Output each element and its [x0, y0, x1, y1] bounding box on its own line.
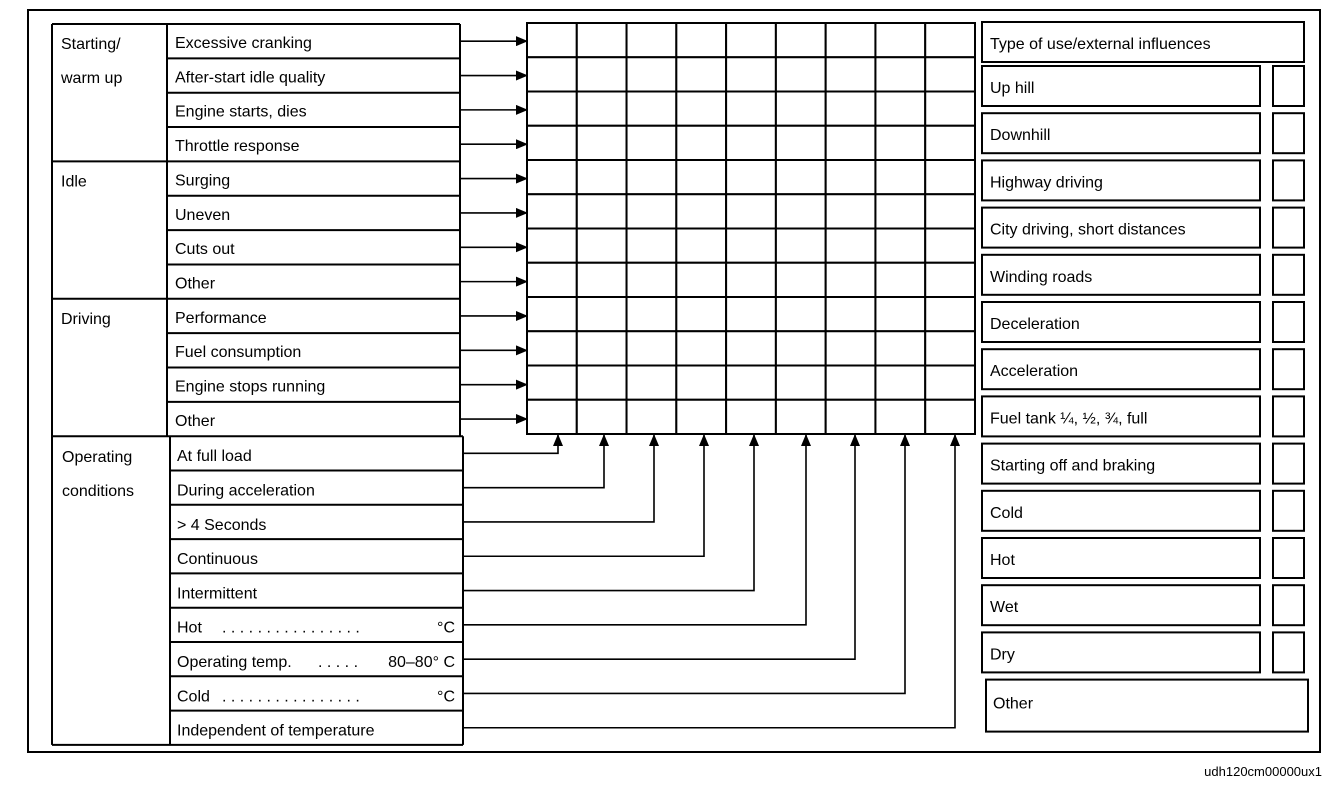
matrix-cell[interactable]: [527, 263, 577, 297]
influence-label: Hot: [990, 552, 1015, 569]
matrix-cell[interactable]: [577, 366, 627, 400]
matrix-cell[interactable]: [925, 331, 975, 365]
symptom-matrix: [527, 23, 975, 434]
matrix-cell[interactable]: [826, 194, 876, 228]
matrix-cell[interactable]: [826, 229, 876, 263]
condition-dots: . . . . . . . . . . . . . . . .: [222, 619, 360, 637]
matrix-cell[interactable]: [726, 57, 776, 91]
matrix-cell[interactable]: [577, 23, 627, 57]
matrix-cell[interactable]: [826, 126, 876, 160]
matrix-cell[interactable]: [925, 229, 975, 263]
matrix-cell[interactable]: [726, 92, 776, 126]
matrix-cell[interactable]: [676, 331, 726, 365]
matrix-cell[interactable]: [676, 366, 726, 400]
symptom-label: Excessive cranking: [175, 35, 312, 52]
influence-label: Acceleration: [990, 363, 1079, 381]
matrix-cell[interactable]: [676, 400, 726, 434]
influences-panel: [982, 22, 1308, 732]
matrix-cell[interactable]: [726, 331, 776, 365]
matrix-cell[interactable]: [627, 23, 677, 57]
matrix-cell[interactable]: [776, 194, 826, 228]
matrix-cell[interactable]: [925, 297, 975, 331]
matrix-cell[interactable]: [726, 263, 776, 297]
matrix-cell[interactable]: [577, 92, 627, 126]
group-label: Idle: [61, 173, 87, 191]
matrix-cell[interactable]: [826, 92, 876, 126]
matrix-cell[interactable]: [826, 23, 876, 57]
matrix-cell[interactable]: [577, 400, 627, 434]
matrix-cell[interactable]: [776, 160, 826, 194]
matrix-cell[interactable]: [627, 331, 677, 365]
matrix-cell[interactable]: [577, 160, 627, 194]
matrix-cell[interactable]: [577, 263, 627, 297]
matrix-cell[interactable]: [676, 229, 726, 263]
matrix-cell[interactable]: [776, 92, 826, 126]
operating-label: Operating: [62, 449, 133, 467]
matrix-cell[interactable]: [527, 92, 577, 126]
symptom-label: Throttle response: [175, 138, 300, 156]
matrix-cell[interactable]: [676, 23, 726, 57]
matrix-cell[interactable]: [726, 23, 776, 57]
matrix-cell[interactable]: [875, 400, 925, 434]
influence-label-box: [982, 491, 1260, 531]
influence-label-box: [982, 538, 1260, 578]
condition-arrow: [463, 435, 604, 488]
matrix-cell[interactable]: [776, 331, 826, 365]
condition-unit: °C: [437, 619, 455, 637]
matrix-cell[interactable]: [627, 126, 677, 160]
matrix-cell[interactable]: [875, 229, 925, 263]
matrix-cell[interactable]: [875, 297, 925, 331]
matrix-cell[interactable]: [925, 263, 975, 297]
matrix-cell[interactable]: [527, 160, 577, 194]
matrix-cell[interactable]: [925, 194, 975, 228]
condition-label: Independent of temperature: [177, 722, 375, 740]
matrix-cell[interactable]: [925, 160, 975, 194]
influence-label: City driving, short distances: [990, 221, 1186, 239]
influence-label: Up hill: [990, 80, 1035, 97]
influence-label: Deceleration: [990, 316, 1080, 333]
matrix-cell[interactable]: [925, 366, 975, 400]
matrix-cell[interactable]: [676, 92, 726, 126]
influence-label: Wet: [990, 599, 1019, 617]
matrix-cell[interactable]: [577, 331, 627, 365]
matrix-cell[interactable]: [726, 229, 776, 263]
matrix-cell[interactable]: [627, 297, 677, 331]
influence-checkbox[interactable]: [1273, 396, 1304, 436]
operating-label: conditions: [62, 483, 135, 501]
matrix-cell[interactable]: [627, 57, 677, 91]
influence-label-box: [982, 632, 1260, 672]
matrix-cell[interactable]: [826, 160, 876, 194]
matrix-cell[interactable]: [925, 57, 975, 91]
condition-arrow: [463, 435, 754, 591]
influence-checkbox[interactable]: [1273, 349, 1304, 389]
influence-checkbox[interactable]: [1273, 538, 1304, 578]
influence-label: Winding roads: [990, 268, 1093, 286]
influence-other-box[interactable]: [986, 680, 1308, 732]
matrix-cell[interactable]: [527, 194, 577, 228]
condition-label: Cold: [177, 688, 210, 706]
matrix-cell[interactable]: [875, 23, 925, 57]
influence-label: Dry: [990, 646, 1015, 664]
matrix-cell[interactable]: [627, 400, 677, 434]
matrix-cell[interactable]: [577, 57, 627, 91]
condition-unit: °C: [437, 688, 455, 706]
matrix-cell[interactable]: [726, 160, 776, 194]
influence-label-box: [982, 585, 1260, 625]
matrix-cell[interactable]: [875, 92, 925, 126]
matrix-cell[interactable]: [627, 366, 677, 400]
symptom-label: Uneven: [175, 206, 231, 224]
matrix-cell[interactable]: [676, 263, 726, 297]
influence-label: Cold: [990, 504, 1023, 522]
matrix-cell[interactable]: [527, 366, 577, 400]
matrix-cell[interactable]: [726, 297, 776, 331]
matrix-cell[interactable]: [527, 57, 577, 91]
condition-arrow: [463, 435, 905, 693]
influence-checkbox[interactable]: [1273, 66, 1304, 106]
influence-checkbox[interactable]: [1273, 632, 1304, 672]
matrix-cell[interactable]: [826, 366, 876, 400]
influences-header: Type of use/external influences: [990, 36, 1211, 53]
matrix-cell[interactable]: [776, 366, 826, 400]
matrix-cell[interactable]: [826, 331, 876, 365]
matrix-cell[interactable]: [627, 229, 677, 263]
matrix-cell[interactable]: [726, 194, 776, 228]
matrix-cell[interactable]: [875, 160, 925, 194]
matrix-cell[interactable]: [627, 194, 677, 228]
influence-checkbox[interactable]: [1273, 113, 1304, 153]
condition-dots: . . . . .: [318, 654, 359, 671]
matrix-cell[interactable]: [676, 297, 726, 331]
symptom-label: Engine stops running: [175, 378, 326, 396]
matrix-cell[interactable]: [826, 297, 876, 331]
condition-label: Continuous: [177, 551, 258, 569]
figure-caption: udh120cm00000ux1: [1204, 764, 1322, 779]
matrix-cell[interactable]: [925, 400, 975, 434]
matrix-cell[interactable]: [875, 194, 925, 228]
matrix-cell[interactable]: [776, 297, 826, 331]
influence-checkbox[interactable]: [1273, 255, 1304, 295]
matrix-cell[interactable]: [776, 229, 826, 263]
matrix-cell[interactable]: [925, 92, 975, 126]
matrix-cell[interactable]: [875, 57, 925, 91]
condition-unit: 80–80° C: [388, 654, 455, 671]
matrix-cell[interactable]: [925, 23, 975, 57]
matrix-cell[interactable]: [776, 57, 826, 91]
condition-label: Hot: [177, 619, 202, 637]
influence-checkbox[interactable]: [1273, 160, 1304, 200]
condition-label: Operating temp.: [177, 654, 292, 671]
group-label: Driving: [61, 310, 111, 328]
matrix-cell[interactable]: [627, 92, 677, 126]
matrix-cell[interactable]: [925, 126, 975, 160]
matrix-cell[interactable]: [875, 126, 925, 160]
condition-arrow: [463, 435, 558, 453]
influence-label: Starting off and braking: [990, 457, 1156, 475]
matrix-cell[interactable]: [826, 57, 876, 91]
influence-checkbox[interactable]: [1273, 585, 1304, 625]
condition-arrow: [463, 435, 955, 728]
matrix-cell[interactable]: [527, 229, 577, 263]
matrix-cell[interactable]: [826, 400, 876, 434]
influence-checkbox[interactable]: [1273, 208, 1304, 248]
matrix-cell[interactable]: [527, 331, 577, 365]
matrix-cell[interactable]: [776, 263, 826, 297]
matrix-cell[interactable]: [776, 23, 826, 57]
condition-label: During acceleration: [177, 482, 315, 500]
matrix-cell[interactable]: [726, 400, 776, 434]
symptom-label: Performance: [175, 309, 267, 327]
influence-checkbox[interactable]: [1273, 444, 1304, 484]
matrix-cell[interactable]: [875, 366, 925, 400]
matrix-cell[interactable]: [875, 331, 925, 365]
influence-label: Fuel tank ¼, ½, ¾, full: [990, 410, 1148, 428]
group-label: Starting/: [61, 36, 121, 53]
matrix-cell[interactable]: [826, 263, 876, 297]
symptom-label: Other: [175, 412, 216, 430]
matrix-cell[interactable]: [676, 194, 726, 228]
symptom-panel: [52, 24, 463, 745]
matrix-cell[interactable]: [577, 194, 627, 228]
symptom-label: After-start idle quality: [175, 69, 326, 87]
matrix-cell[interactable]: [527, 23, 577, 57]
influence-label: Highway driving: [990, 174, 1103, 192]
symptom-label: Fuel consumption: [175, 344, 302, 362]
symptom-label: Other: [175, 275, 216, 293]
matrix-cell[interactable]: [577, 229, 627, 263]
matrix-cell[interactable]: [527, 400, 577, 434]
influence-label: Downhill: [990, 127, 1051, 145]
matrix-cell[interactable]: [577, 297, 627, 331]
influence-checkbox[interactable]: [1273, 302, 1304, 342]
matrix-cell[interactable]: [875, 263, 925, 297]
matrix-cell[interactable]: [676, 126, 726, 160]
matrix-cell[interactable]: [627, 160, 677, 194]
symptom-label: Cuts out: [175, 241, 235, 259]
matrix-cell[interactable]: [577, 126, 627, 160]
matrix-cell[interactable]: [676, 57, 726, 91]
condition-label: > 4 Seconds: [177, 516, 267, 534]
condition-dots: . . . . . . . . . . . . . . . .: [222, 688, 360, 706]
matrix-cell[interactable]: [776, 400, 826, 434]
matrix-cell[interactable]: [726, 126, 776, 160]
matrix-cell[interactable]: [627, 263, 677, 297]
condition-label: At full load: [177, 448, 252, 466]
influence-other-label: Other: [993, 695, 1034, 713]
matrix-cell[interactable]: [527, 297, 577, 331]
matrix-cell[interactable]: [676, 160, 726, 194]
matrix-cell[interactable]: [527, 126, 577, 160]
matrix-cell[interactable]: [776, 126, 826, 160]
group-label: warm up: [61, 70, 123, 87]
influence-checkbox[interactable]: [1273, 491, 1304, 531]
condition-label: Intermittent: [177, 585, 258, 603]
matrix-cell[interactable]: [726, 366, 776, 400]
symptom-label: Engine starts, dies: [175, 103, 307, 121]
symptom-label: Surging: [175, 172, 231, 190]
